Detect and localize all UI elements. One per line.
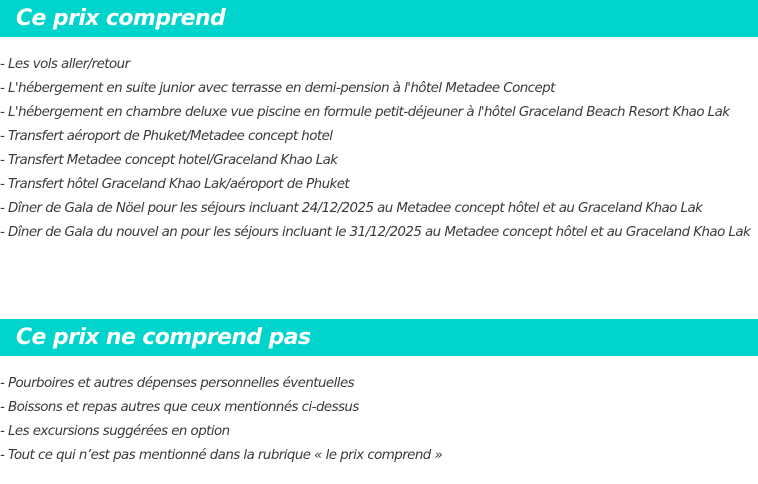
list-item: - Les excursions suggérées en option	[0, 424, 230, 439]
section-header-not-included	[0, 319, 758, 356]
list-item: - Transfert aéroport de Phuket/Metadee concept hotel	[0, 129, 333, 144]
not-included-list	[0, 372, 752, 468]
list-item: - Transfert Metadee concept hotel/Graceland Khao Lak	[0, 153, 338, 168]
list-item: - Transfert hôtel Graceland Khao Lak/aéroport de Phuket	[0, 177, 350, 192]
section-title-included: Ce prix comprend	[16, 6, 226, 31]
list-item: - L'hébergement en suite junior avec terrasse en demi-pension à l'hôtel Metadee Concept	[0, 81, 555, 96]
list-item: - Boissons et repas autres que ceux mentionnés ci-dessus	[0, 400, 359, 415]
list-item: - Les vols aller/retour	[0, 57, 130, 72]
section-header-included	[0, 0, 758, 37]
list-item: - L'hébergement en chambre deluxe vue piscine en formule petit-déjeuner à l'hôtel Graceland Beach Resort Khao Lak	[0, 105, 730, 120]
list-item: - Tout ce qui n’est pas mentionné dans la rubrique « le prix comprend »	[0, 448, 443, 463]
list-item: - Dîner de Gala de Nöel pour les séjours incluant 24/12/2025 au Metadee concept hôtel et au Graceland Khao Lak	[0, 201, 703, 216]
included-list	[0, 53, 752, 245]
section-title-not-included: Ce prix ne comprend pas	[16, 325, 311, 350]
list-item: - Dîner de Gala du nouvel an pour les séjours incluant le 31/12/2025 au Metadee concept hôtel et au Graceland Khao Lak	[0, 225, 751, 240]
list-item: - Pourboires et autres dépenses personnelles éventuelles	[0, 376, 355, 391]
